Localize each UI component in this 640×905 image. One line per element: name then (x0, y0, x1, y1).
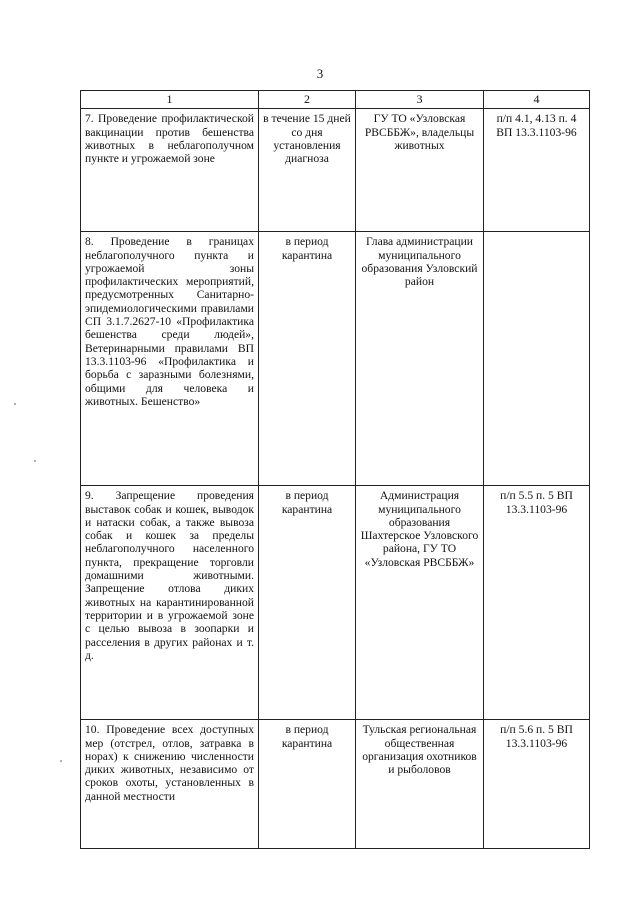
table-header-row (81, 91, 590, 109)
basis-cell: п/п 4.1, 4.13 п. 4 ВП 13.3.1103-96 (484, 109, 590, 232)
action-cell: 10. Проведение всех доступных мер (отстрел, отлов, затравка в норах) к снижению численности диких животных, независимо от сроков охоты, установленных в данной местности (81, 720, 259, 849)
page-number: 3 (316, 66, 324, 81)
scan-speck (34, 460, 36, 462)
table-row (81, 232, 590, 486)
basis-cell: п/п 5.6 п. 5 ВП 13.3.1103-96 (484, 720, 590, 849)
action-cell: 7. Проведение профилактической вакцинации против бешенства животных в неблагополучном пункте и угрожаемой зоне (81, 109, 259, 232)
measures-table (80, 90, 590, 849)
table-row (81, 720, 590, 849)
responsible-cell: Администрация муниципального образования Шахтерское Узловского района, ГУ ТО «Узловская РВСББЖ» (356, 486, 484, 720)
basis-cell (484, 232, 590, 486)
header-col-2: 2 (259, 91, 356, 109)
scan-speck (14, 403, 16, 405)
table-row (81, 109, 590, 232)
responsible-cell: Тульская региональная общественная организация охотников и рыболовов (356, 720, 484, 849)
scan-speck (60, 760, 62, 762)
term-cell: в течение 15 дней со дня установления диагноза (259, 109, 356, 232)
basis-cell: п/п 5.5 п. 5 ВП 13.3.1103-96 (484, 486, 590, 720)
responsible-cell: Глава администрации муниципального образования Узловский район (356, 232, 484, 486)
action-cell: 9. Запрещение проведения выставок собак и кошек, выводок и натаски собак, а также вывоза собак и кошек за пределы неблагополучного населенного пункта, прекращение торговли домашними животными. Запрещение отлова диких животных на карантинированной территории и в угрожаемой зоне с целью вывоза в зоопарки и расселения в других районах и т. д. (81, 486, 259, 720)
term-cell: в период карантина (259, 720, 356, 849)
header-col-1: 1 (81, 91, 259, 109)
header-col-4: 4 (484, 91, 590, 109)
action-cell: 8. Проведение в границах неблагополучного пункта и угрожаемой зоны профилактических мероприятий, предусмотренных Санитарно-эпидемиологическими правилами СП 3.1.7.2627-10 «Профилактика бешенства среди людей», Ветеринарными правилами ВП 13.3.1103-96 «Профилактика и борьба с заразными болезнями, общими для человека и животных. Бешенство» (81, 232, 259, 486)
table-row (81, 486, 590, 720)
term-cell: в период карантина (259, 486, 356, 720)
term-cell: в период карантина (259, 232, 356, 486)
responsible-cell: ГУ ТО «Узловская РВСББЖ», владельцы животных (356, 109, 484, 232)
header-col-3: 3 (356, 91, 484, 109)
